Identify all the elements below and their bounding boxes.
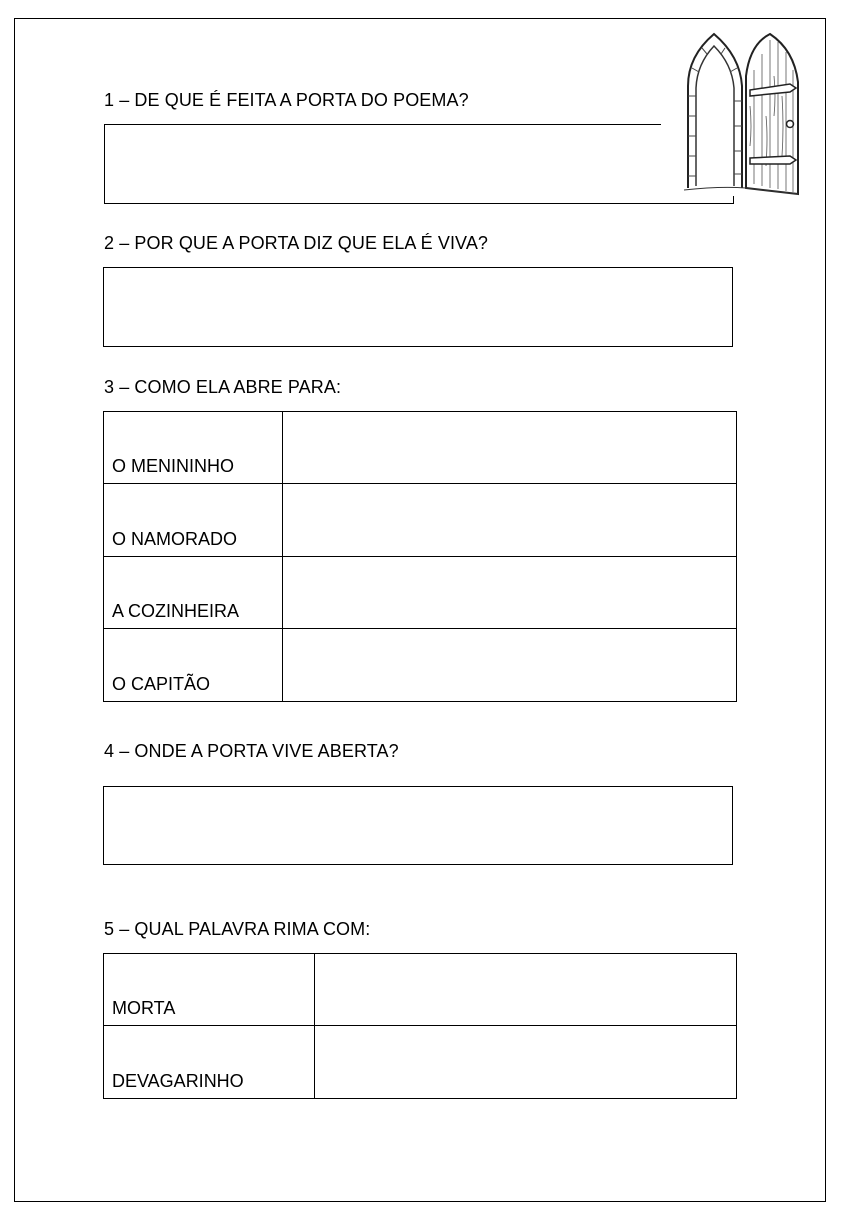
answer-cell[interactable]: [315, 1026, 737, 1099]
table-row: [104, 954, 737, 1026]
question-1: 1 – DE QUE É FEITA A PORTA DO POEMA?: [104, 90, 469, 110]
question-4: 4 – ONDE A PORTA VIVE ABERTA?: [104, 741, 399, 761]
answer-cell[interactable]: [283, 412, 737, 484]
answer-box-2[interactable]: [103, 267, 733, 347]
answer-cell[interactable]: [315, 954, 737, 1026]
row-label: O MENININHO: [104, 412, 283, 484]
row-label: O NAMORADO: [104, 484, 283, 557]
answer-box-1[interactable]: [104, 124, 734, 204]
table-row: [104, 629, 737, 702]
question-2: 2 – POR QUE A PORTA DIZ QUE ELA É VIVA?: [104, 233, 489, 253]
row-label: A COZINHEIRA: [104, 557, 283, 629]
table-row: [104, 412, 737, 484]
table-row: [104, 557, 737, 629]
row-label: O CAPITÃO: [104, 629, 283, 702]
row-label: DEVAGARINHO: [104, 1026, 315, 1099]
answer-box-4[interactable]: [103, 786, 733, 865]
answer-cell[interactable]: [283, 484, 737, 557]
question-5: 5 – QUAL PALAVRA RIMA COM:: [104, 919, 371, 939]
row-label: MORTA: [104, 954, 315, 1026]
question-3: 3 – COMO ELA ABRE PARA:: [104, 377, 342, 397]
answer-cell[interactable]: [283, 557, 737, 629]
table-open-for: [103, 411, 737, 702]
table-row: [104, 484, 737, 557]
answer-cell[interactable]: [283, 629, 737, 702]
table-row: [104, 1026, 737, 1099]
table-rhymes: [103, 953, 737, 1099]
